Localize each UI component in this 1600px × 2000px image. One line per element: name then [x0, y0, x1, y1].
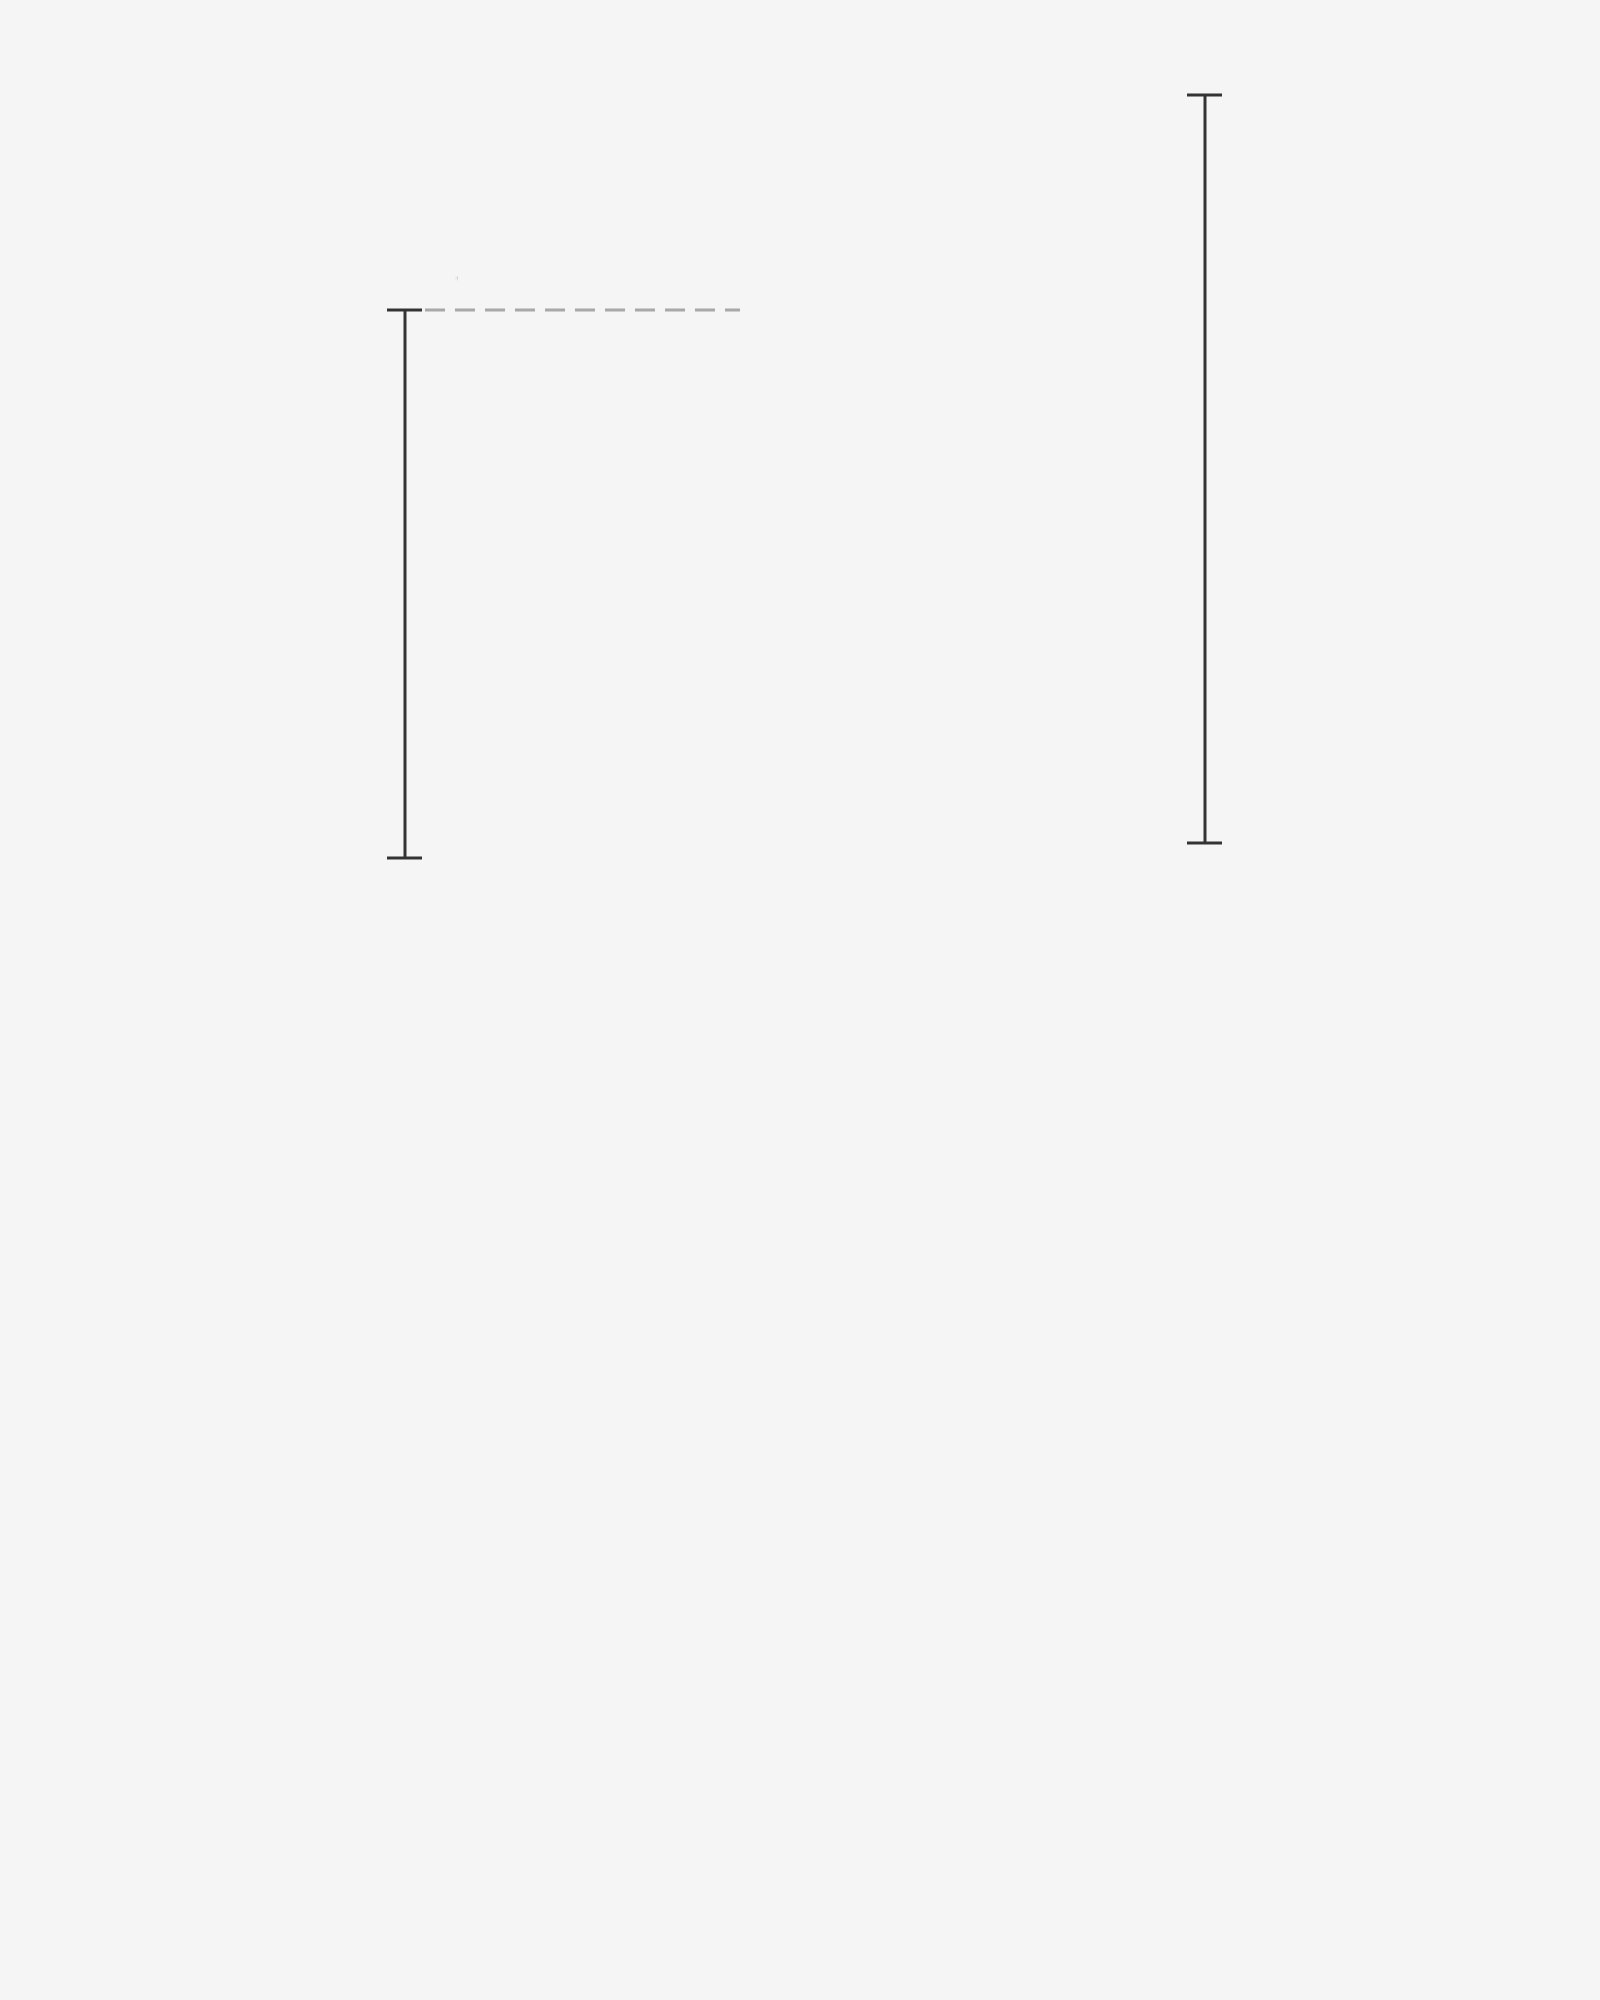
dashed-guides: [425, 278, 740, 310]
dimension-lines: [387, 95, 1222, 858]
